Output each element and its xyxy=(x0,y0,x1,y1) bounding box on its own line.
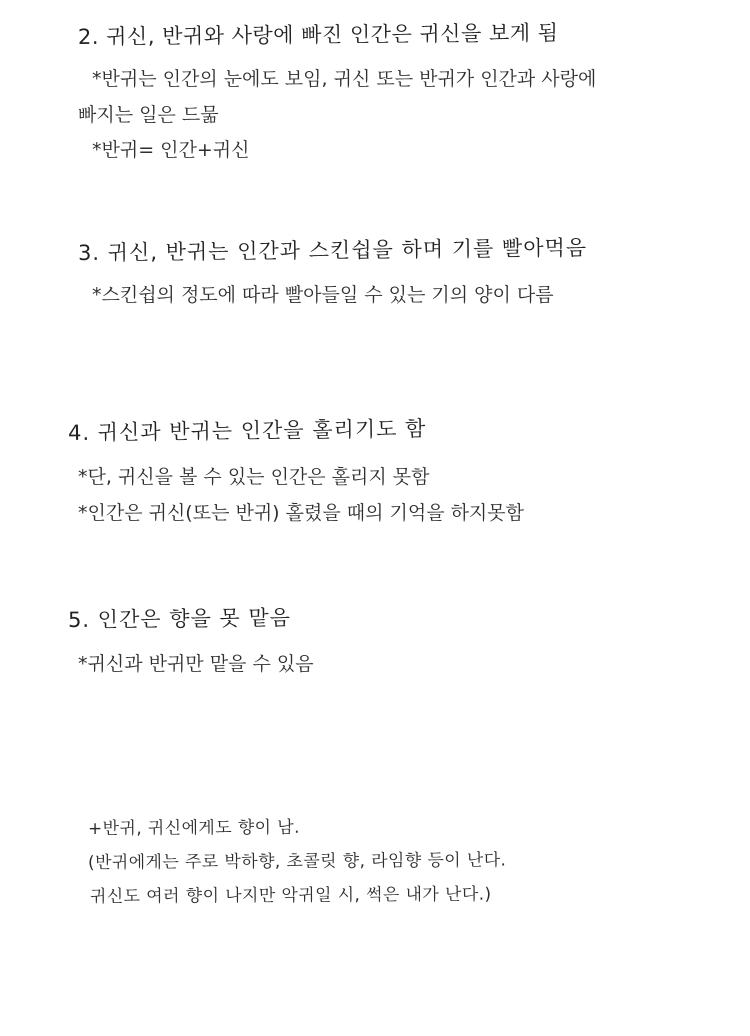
footnote-line-3: 귀신도 여러 향이 나지만 악귀일 시, 썩은 내가 난다.) xyxy=(89,884,492,907)
footnote-line-2: (반귀에게는 주로 박하향, 초콜릿 향, 라임향 등이 난다. xyxy=(87,850,507,873)
section-2-line-2: 빠지는 일은 드묾 xyxy=(78,103,219,126)
section-item-4 xyxy=(0,418,750,531)
section-3-line-1: *스킨쉽의 정도에 따라 빨아들일 수 있는 기의 양이 다름 xyxy=(92,284,554,307)
section-item-5 xyxy=(0,605,750,683)
section-item-3 xyxy=(0,235,750,314)
section-2-line-3: *반귀= 인간+귀신 xyxy=(92,138,250,161)
section-heading-4: 4. 귀신과 반귀는 인간을 홀리기도 함 xyxy=(67,416,427,445)
section-5-line-1: *귀신과 반귀만 맡을 수 있음 xyxy=(78,653,314,676)
section-4-line-1: *단, 귀신을 볼 수 있는 인간은 홀리지 못함 xyxy=(78,466,430,489)
section-heading-5: 5. 인간은 향을 못 맡음 xyxy=(67,605,292,632)
section-2-line-1: *반귀는 인간의 눈에도 보임, 귀신 또는 반귀가 인간과 사랑에 xyxy=(92,68,597,91)
section-4-line-2: *인간은 귀신(또는 반귀) 홀렸을 때의 기억을 하지못함 xyxy=(78,501,524,524)
section-heading-3: 3. 귀신, 반귀는 인간과 스킨쉽을 하며 기를 빨아먹음 xyxy=(77,235,588,265)
section-item-2 xyxy=(0,22,750,168)
footnote-line-1: +반귀, 귀신에게도 향이 남. xyxy=(87,817,300,839)
footnote-block xyxy=(0,812,750,914)
section-heading-2: 2. 귀신, 반귀와 사랑에 빠진 인간은 귀신을 보게 됨 xyxy=(77,20,559,49)
